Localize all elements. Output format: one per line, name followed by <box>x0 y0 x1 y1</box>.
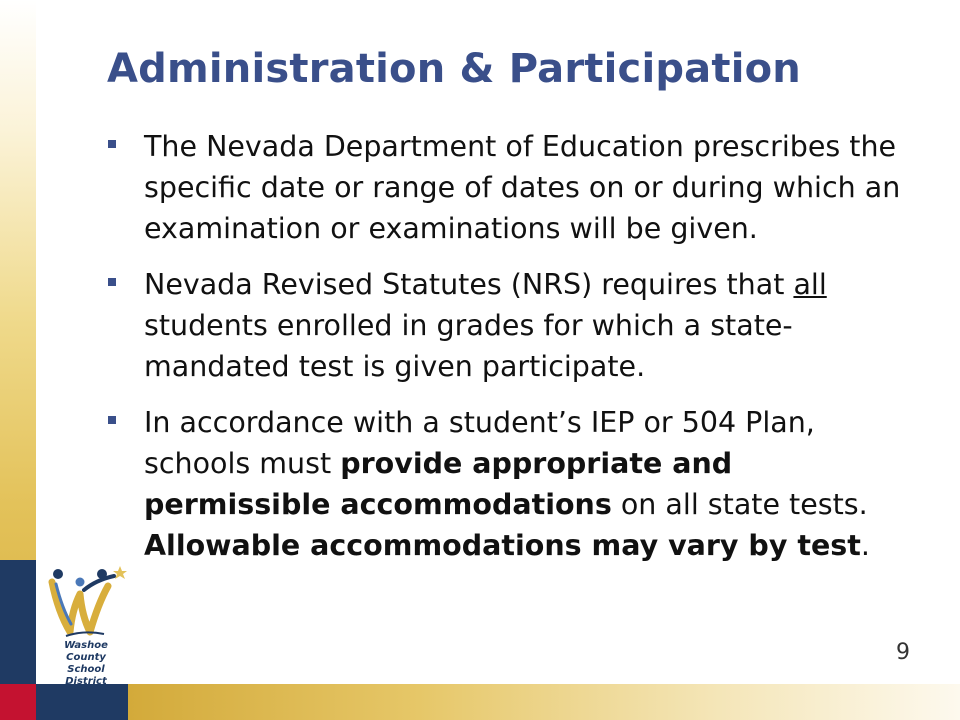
bullet-text-before: Nevada Revised Statutes (NRS) requires that <box>144 268 794 301</box>
bullet-text-bold2: Allowable accommodations may vary by test <box>144 529 861 562</box>
district-logo-icon <box>44 560 128 640</box>
bullet-text-part3: . <box>860 529 870 562</box>
bullet-text-part2: on all state tests. <box>611 488 868 521</box>
bullet-text: The Nevada Department of Education prescribes the specific date or range of dates on or during which an examination or examinations will be given. <box>144 130 901 245</box>
bullet-item-3 <box>108 402 928 566</box>
bullet-item-2 <box>108 264 928 387</box>
bullet-text-bold1: provide appropriate and permissible accommodations <box>144 447 733 521</box>
bullet-square-icon <box>108 278 116 286</box>
logo-line-2: School District <box>65 664 107 687</box>
logo-wordmark <box>46 640 126 688</box>
bottom-gradient-band <box>128 684 960 720</box>
corner-red-block <box>0 684 36 720</box>
bullet-square-icon <box>108 416 116 424</box>
bottom-navy-block <box>36 684 128 720</box>
bullet-text <box>144 402 928 566</box>
bullet-text-after: students enrolled in grades for which a state-mandated test is given participate. <box>144 309 793 383</box>
page-number: 9 <box>896 640 910 665</box>
bullet-text-underlined: all <box>793 268 827 301</box>
slide-title: Administration & Participation <box>107 46 801 92</box>
bullet-text-part1: In accordance with a student’s IEP or 504 Plan, schools must <box>144 406 815 480</box>
corner-navy-block <box>0 560 36 684</box>
bullet-list <box>108 126 928 581</box>
bullet-item-1 <box>108 126 928 249</box>
bullet-square-icon <box>108 140 116 148</box>
district-logo <box>44 560 128 687</box>
logo-line-1: Washoe County <box>64 640 108 663</box>
bullet-text <box>144 264 928 387</box>
